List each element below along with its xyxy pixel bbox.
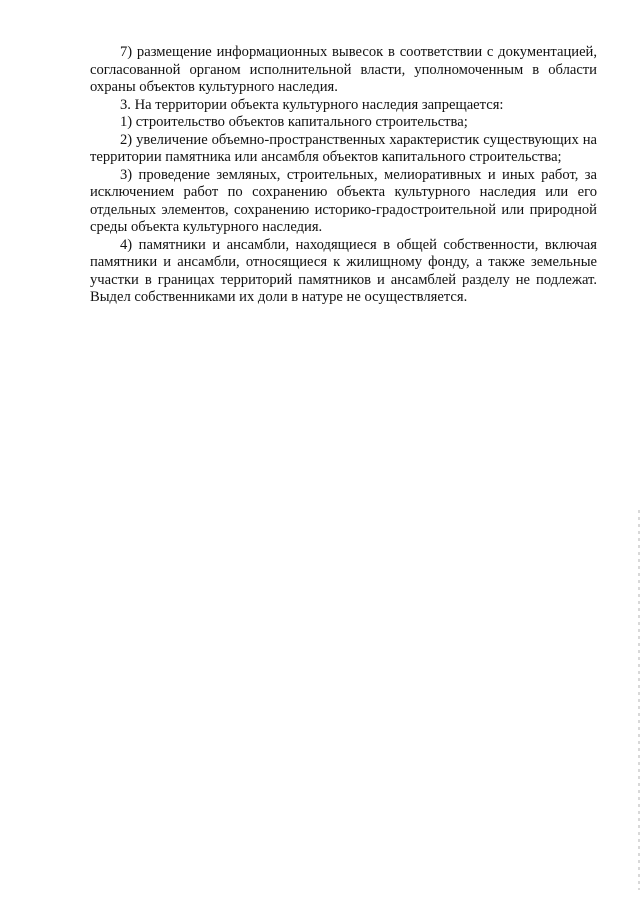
paragraph-item-7: 7) размещение информационных вывесок в соответствии с документацией, согласованной органом исполнительной власти, уполномоченным в области охраны объектов культурного наследия.	[90, 44, 597, 95]
paragraph-item-3: 3) проведение земляных, строительных, мелиоративных и иных работ, за исключением работ по сохранению объекта культурного наследия или его отдельных элементов, сохранению историко-градостроительной или природной среды объекта культурного наследия.	[90, 166, 597, 235]
paragraph-item-2: 2) увеличение объемно-пространственных характеристик существующих на территории памятника или ансамбля объектов капитального строительства;	[90, 131, 597, 165]
paragraph-item-4: 4) памятники и ансамбли, находящиеся в общей собственности, включая памятники и ансамбли, относящиеся к жилищному фонду, а также земельные участки в границах территорий памятников и ансамблей разделу не подлежат. Выдел собственниками их доли в натуре не осуществляется.	[90, 236, 597, 305]
document-body	[90, 44, 597, 307]
paragraph-item-1: 1) строительство объектов капитального строительства;	[120, 114, 468, 130]
paragraph-section-3: 3. На территории объекта культурного наследия запрещается:	[120, 96, 504, 113]
